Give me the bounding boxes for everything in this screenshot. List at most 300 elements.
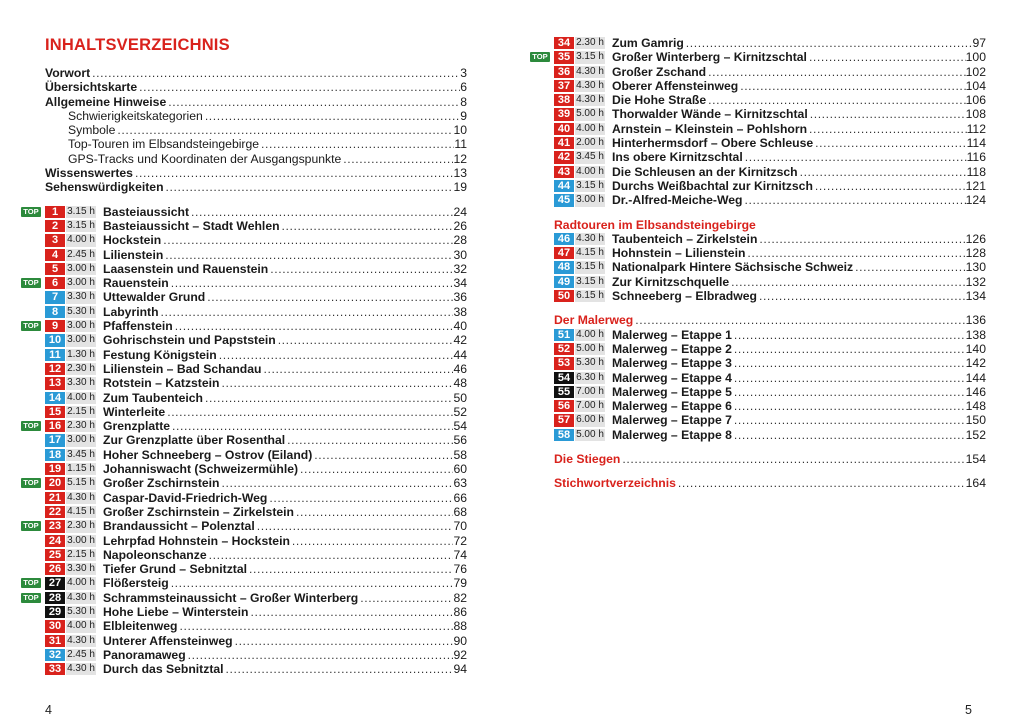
duration-badge: 4.30 h <box>67 663 95 675</box>
leader-dots <box>732 399 966 413</box>
tour-entry[interactable] <box>554 356 986 370</box>
tour-entry[interactable] <box>45 405 467 419</box>
tour-title: Malerweg – Etappe 6 <box>612 399 732 414</box>
leader-dots <box>170 419 453 433</box>
tour-title: Zur Kirnitzschquelle <box>612 274 730 289</box>
tour-title: Rotstein – Katzstein <box>103 376 220 391</box>
front-matter-list <box>45 66 467 195</box>
duration-badge: 4.30 h <box>576 94 604 106</box>
duration-badge: 4.00 h <box>67 577 95 589</box>
tour-entry[interactable] <box>45 634 467 648</box>
leader-dots <box>165 405 453 419</box>
page-ref: 76 <box>453 562 467 577</box>
section-heading-stichwortverzeichnis[interactable] <box>554 476 986 490</box>
page-ref: 38 <box>453 304 467 319</box>
duration-badge: 4.30 h <box>576 232 604 244</box>
duration-badge: 2.00 h <box>576 137 604 149</box>
leader-dots <box>259 137 454 151</box>
leader-dots <box>620 452 965 466</box>
page-ref: 48 <box>453 376 467 391</box>
duration-badge: 3.00 h <box>67 262 95 274</box>
leader-dots <box>732 342 966 356</box>
tour-title: Thorwalder Wände – Kirnitzschtal <box>612 107 808 122</box>
tour-entry[interactable] <box>23 419 467 434</box>
tour-number-badge: 37 <box>554 80 574 92</box>
page-ref: 46 <box>453 361 467 376</box>
tour-title: Großer Winterberg – Kirnitzschtal <box>612 50 807 65</box>
tour-entry[interactable] <box>554 179 986 193</box>
duration-badge: 3.15 h <box>576 275 604 287</box>
duration-badge: 4.00 h <box>67 234 95 246</box>
tour-number-badge: 49 <box>554 276 574 288</box>
leader-dots <box>178 619 454 633</box>
leader-dots <box>280 219 454 233</box>
page-ref: 132 <box>965 274 986 289</box>
page-ref: 140 <box>965 341 986 356</box>
tour-entry[interactable] <box>45 462 467 476</box>
tour-entry[interactable] <box>45 433 467 447</box>
tour-number-badge: 9 <box>45 320 65 332</box>
page-ref: 19 <box>453 180 467 195</box>
tour-title: Ins obere Kirnitzschtal <box>612 150 743 165</box>
top-badge: TOP <box>21 593 41 603</box>
tour-entry[interactable] <box>532 50 986 65</box>
leader-dots <box>341 152 453 166</box>
duration-badge: 7.00 h <box>576 385 604 397</box>
leader-dots <box>745 246 965 260</box>
page-ref: 164 <box>965 476 986 491</box>
duration-badge: 1.15 h <box>67 463 95 475</box>
tour-title: Nationalpark Hintere Sächsische Schweiz <box>612 260 854 275</box>
page-ref: 130 <box>965 260 986 275</box>
toc-entry[interactable] <box>45 152 467 166</box>
tour-entry[interactable] <box>45 333 467 347</box>
tour-entry[interactable] <box>23 276 467 291</box>
tour-number-badge: 41 <box>554 137 574 149</box>
page-ref: 114 <box>966 136 986 151</box>
tour-title: Zum Taubenteich <box>103 390 203 405</box>
duration-badge: 2.30 h <box>67 362 95 374</box>
tour-title: Oberer Affensteinweg <box>612 78 739 93</box>
tour-number-badge: 26 <box>45 563 65 575</box>
page-ref: 152 <box>965 427 986 442</box>
tour-number-badge: 18 <box>45 449 65 461</box>
toc-entry[interactable] <box>45 137 467 151</box>
tour-number-badge: 58 <box>554 429 574 441</box>
duration-badge: 3.00 h <box>67 534 95 546</box>
page-ref: 58 <box>453 447 467 462</box>
tour-number-badge: 5 <box>45 263 65 275</box>
tour-entry[interactable] <box>554 93 986 107</box>
leader-dots <box>757 289 966 303</box>
tour-number-badge: 48 <box>554 261 574 273</box>
tour-entry[interactable] <box>554 371 986 385</box>
tour-title: Festung Königstein <box>103 347 217 362</box>
leader-dots <box>247 562 453 576</box>
duration-badge: 6.30 h <box>576 371 604 383</box>
page-ref: 9 <box>460 108 467 123</box>
duration-badge: 4.00 h <box>67 391 95 403</box>
tour-number-badge: 11 <box>45 349 65 361</box>
page-ref: 94 <box>453 662 467 677</box>
tour-number-badge: 51 <box>554 329 574 341</box>
leader-dots <box>255 519 454 533</box>
tour-entry[interactable] <box>554 428 986 442</box>
page-ref: 72 <box>453 533 467 548</box>
duration-badge: 4.15 h <box>67 505 95 517</box>
page-ref: 100 <box>965 50 986 65</box>
duration-badge: 4.30 h <box>576 79 604 91</box>
tour-entry[interactable] <box>554 136 986 150</box>
page-ref: 52 <box>453 404 467 419</box>
page-ref: 134 <box>965 289 986 304</box>
tour-number-badge: 7 <box>45 291 65 303</box>
tour-title: Flößersteig <box>103 576 169 591</box>
tour-entry[interactable] <box>45 505 467 519</box>
tour-title: Malerweg – Etappe 1 <box>612 327 732 342</box>
tour-number-badge: 39 <box>554 108 574 120</box>
entry-label: Symbole <box>68 123 116 138</box>
duration-badge: 2.45 h <box>67 248 95 260</box>
page-ref: 68 <box>453 504 467 519</box>
duration-badge: 5.00 h <box>576 108 604 120</box>
tour-title: Großer Zschirnstein – Zirkelstein <box>103 504 294 519</box>
tour-entry[interactable] <box>45 648 467 662</box>
tour-entry[interactable] <box>554 122 986 136</box>
duration-badge: 6.15 h <box>576 290 604 302</box>
tour-number-badge: 13 <box>45 377 65 389</box>
tour-list-right-b <box>554 232 986 303</box>
tour-number-badge: 19 <box>45 463 65 475</box>
page-ref: 42 <box>453 333 467 348</box>
tour-entry[interactable] <box>45 290 467 304</box>
tour-title: Schneeberg – Elbradweg <box>612 289 757 304</box>
leader-dots <box>633 313 965 327</box>
tour-list-right-c <box>554 328 986 442</box>
page-ref: 12 <box>453 151 467 166</box>
right-page <box>510 0 1020 727</box>
tour-title: Lilienstein – Bad Schandau <box>103 361 262 376</box>
tour-number-badge: 2 <box>45 220 65 232</box>
tour-title: Malerweg – Etappe 4 <box>612 370 732 385</box>
top-badge: TOP <box>21 278 41 288</box>
leader-dots <box>166 95 460 109</box>
tour-entry[interactable] <box>554 385 986 399</box>
page-ref: 60 <box>453 462 467 477</box>
tour-entry[interactable] <box>23 576 467 591</box>
tour-number-badge: 12 <box>45 363 65 375</box>
tour-number-badge: 45 <box>554 194 574 206</box>
page-ref: 116 <box>966 150 986 165</box>
tour-title: Malerweg – Etappe 2 <box>612 341 732 356</box>
leader-dots <box>732 413 966 427</box>
toc-entry[interactable] <box>45 66 467 80</box>
tour-entry[interactable] <box>23 519 467 534</box>
leader-dots <box>732 428 966 442</box>
tour-title: Rauenstein <box>103 276 169 291</box>
duration-badge: 4.00 h <box>576 165 604 177</box>
page-ref: 86 <box>453 604 467 619</box>
tour-entry[interactable] <box>554 79 986 93</box>
tour-entry[interactable] <box>45 562 467 576</box>
page-ref: 8 <box>460 94 467 109</box>
duration-badge: 4.00 h <box>576 328 604 340</box>
tour-entry[interactable] <box>554 107 986 121</box>
tour-entry[interactable] <box>554 328 986 342</box>
leader-dots <box>808 107 966 121</box>
page-ref: 54 <box>453 419 467 434</box>
duration-badge: 3.15 h <box>576 179 604 191</box>
duration-badge: 4.30 h <box>67 591 95 603</box>
tour-number-badge: 56 <box>554 400 574 412</box>
leader-dots <box>358 591 453 605</box>
top-badge: TOP <box>21 478 41 488</box>
page-ref: 136 <box>965 313 986 328</box>
page-ref: 70 <box>453 519 467 534</box>
tour-title: Malerweg – Etappe 8 <box>612 427 732 442</box>
left-column <box>23 36 467 677</box>
duration-badge: 3.45 h <box>67 448 95 460</box>
section-label: Die Stiegen <box>554 452 621 467</box>
leader-dots <box>219 476 453 490</box>
tour-entry[interactable] <box>554 289 986 303</box>
tour-number-badge: 34 <box>554 37 574 49</box>
page-ref: 126 <box>965 231 986 246</box>
tour-title: Hoher Schneeberg – Ostrov (Eiland) <box>103 447 313 462</box>
leader-dots <box>267 491 453 505</box>
page-ref: 102 <box>965 64 986 79</box>
leader-dots <box>676 476 966 490</box>
tour-number-badge: 33 <box>45 663 65 675</box>
page-ref: 104 <box>965 78 986 93</box>
tour-entry[interactable] <box>554 275 986 289</box>
duration-badge: 3.00 h <box>67 320 95 332</box>
duration-badge: 4.15 h <box>576 247 604 259</box>
leader-dots <box>233 634 454 648</box>
tour-number-badge: 15 <box>45 406 65 418</box>
tour-entry[interactable] <box>45 534 467 548</box>
duration-badge: 5.30 h <box>576 357 604 369</box>
tour-entry[interactable] <box>554 399 986 413</box>
tour-title: Unterer Affensteinweg <box>103 633 233 648</box>
duration-badge: 5.00 h <box>576 342 604 354</box>
section-label: Stichwortverzeichnis <box>554 476 676 491</box>
duration-badge: 7.00 h <box>576 400 604 412</box>
page-ref: 97 <box>972 36 986 50</box>
section-heading-malerweg[interactable] <box>554 313 986 327</box>
tour-title: Die Hohe Straße <box>612 93 707 108</box>
page-ref: 154 <box>965 452 986 467</box>
tour-title: Hohnstein – Lilienstein <box>612 246 746 261</box>
page-ref: 118 <box>966 164 986 179</box>
tour-title: Pfaffenstein <box>103 319 173 334</box>
tour-entry[interactable] <box>45 305 467 319</box>
page-ref: 50 <box>453 390 467 405</box>
tour-entry[interactable] <box>45 491 467 505</box>
page-ref: 88 <box>453 619 467 634</box>
duration-badge: 4.00 h <box>576 122 604 134</box>
leader-dots <box>813 136 966 150</box>
tour-entry[interactable] <box>45 233 467 247</box>
tour-entry[interactable] <box>554 232 986 246</box>
leader-dots <box>294 505 453 519</box>
tour-entry[interactable] <box>45 376 467 390</box>
leader-dots <box>164 180 454 194</box>
tour-title: Malerweg – Etappe 7 <box>612 413 732 428</box>
tour-number-badge: 46 <box>554 233 574 245</box>
leader-dots <box>207 548 454 562</box>
section-label: Der Malerweg <box>554 313 634 328</box>
page-ref: 13 <box>453 166 467 181</box>
page-ref: 121 <box>965 178 986 193</box>
top-badge: TOP <box>530 52 550 62</box>
tour-title: Arnstein – Kleinstein – Pohlshorn <box>612 121 808 136</box>
duration-badge: 3.00 h <box>67 277 95 289</box>
tour-entry[interactable] <box>23 319 467 334</box>
tour-title: Dr.-Alfred-Meiche-Weg <box>612 193 743 208</box>
tour-entry[interactable] <box>45 262 467 276</box>
duration-badge: 4.00 h <box>67 620 95 632</box>
section-heading-stiegen[interactable] <box>554 452 986 466</box>
duration-badge: 5.15 h <box>67 477 95 489</box>
tour-entry[interactable] <box>554 342 986 356</box>
tour-title: Johanniswacht (Schweizermühle) <box>103 462 299 477</box>
toc-entry[interactable] <box>45 80 467 94</box>
top-badge: TOP <box>21 207 41 217</box>
toc-entry[interactable] <box>45 180 467 194</box>
leader-dots <box>706 93 966 107</box>
tour-entry[interactable] <box>45 219 467 233</box>
tour-title: Labyrinth <box>103 304 159 319</box>
leader-dots <box>298 462 453 476</box>
tour-entry[interactable] <box>45 605 467 619</box>
tour-title: Hockstein <box>103 233 162 248</box>
tour-number-badge: 32 <box>45 649 65 661</box>
tour-entry[interactable] <box>23 476 467 491</box>
leader-dots <box>133 166 453 180</box>
tour-number-badge: 30 <box>45 620 65 632</box>
top-badge: TOP <box>21 578 41 588</box>
tour-entry[interactable] <box>554 65 986 79</box>
leader-dots <box>276 333 454 347</box>
top-badge: TOP <box>21 421 41 431</box>
tour-number-badge: 20 <box>45 477 65 489</box>
tour-entry[interactable] <box>45 448 467 462</box>
tour-title: Lehrpfad Hohnstein – Hockstein <box>103 533 290 548</box>
leader-dots <box>186 648 454 662</box>
leader-dots <box>169 276 454 290</box>
leader-dots <box>90 66 460 80</box>
tour-entry[interactable] <box>554 36 986 50</box>
top-badge: TOP <box>21 321 41 331</box>
tour-title: Zur Grenzplatte über Rosenthal <box>103 433 286 448</box>
tour-title: Caspar-David-Friedrich-Weg <box>103 490 268 505</box>
duration-badge: 5.30 h <box>67 305 95 317</box>
leader-dots <box>268 262 453 276</box>
duration-badge: 2.15 h <box>67 405 95 417</box>
tour-title: Schrammsteinaussicht – Großer Winterberg <box>103 590 359 605</box>
tour-number-badge: 40 <box>554 123 574 135</box>
leader-dots <box>732 385 966 399</box>
tour-entry[interactable] <box>45 391 467 405</box>
duration-badge: 3.00 h <box>67 434 95 446</box>
page-ref: 142 <box>965 356 986 371</box>
tour-number-badge: 22 <box>45 506 65 518</box>
page-title: INHALTSVERZEICHNIS <box>45 36 230 54</box>
tour-title: Winterleite <box>103 404 166 419</box>
leader-dots <box>285 433 453 447</box>
duration-badge: 3.15 h <box>67 219 95 231</box>
duration-badge: 3.30 h <box>67 377 95 389</box>
section-heading-radtouren[interactable] <box>554 218 986 232</box>
leader-dots <box>137 80 460 94</box>
tour-entry[interactable] <box>23 204 467 219</box>
toc-entry[interactable] <box>45 123 467 137</box>
page-ref: 148 <box>965 399 986 414</box>
tour-number-badge: 43 <box>554 166 574 178</box>
tour-entry[interactable] <box>45 248 467 262</box>
tour-title: Malerweg – Etappe 5 <box>612 384 732 399</box>
tour-entry[interactable] <box>23 590 467 605</box>
tour-number-badge: 21 <box>45 492 65 504</box>
entry-label: Allgemeine Hinweise <box>45 94 167 109</box>
leader-dots <box>189 205 453 219</box>
toc-entry[interactable] <box>45 166 467 180</box>
page-ref: 79 <box>453 576 467 591</box>
duration-badge: 3.15 h <box>576 51 604 63</box>
tour-entry[interactable] <box>554 260 986 274</box>
duration-badge: 2.15 h <box>67 548 95 560</box>
tour-title: Basteiaussicht – Stadt Wehlen <box>103 218 280 233</box>
tour-entry[interactable] <box>554 413 986 427</box>
duration-badge: 6.00 h <box>576 414 604 426</box>
toc-entry[interactable] <box>45 109 467 123</box>
tour-number-badge: 6 <box>45 277 65 289</box>
duration-badge: 4.30 h <box>67 634 95 646</box>
tour-entry[interactable] <box>45 662 467 676</box>
duration-badge: 5.30 h <box>67 605 95 617</box>
tour-entry[interactable] <box>45 619 467 633</box>
tour-number-badge: 47 <box>554 247 574 259</box>
entry-label: Wissenswertes <box>45 166 133 181</box>
toc-entry[interactable] <box>45 95 467 109</box>
tour-entry[interactable] <box>45 548 467 562</box>
tour-entry[interactable] <box>45 362 467 376</box>
duration-badge: 2.45 h <box>67 648 95 660</box>
tour-entry[interactable] <box>45 348 467 362</box>
tour-title: Laasenstein und Rauenstein <box>103 261 269 276</box>
entry-label: Vorwort <box>45 66 91 80</box>
tour-title: Grenzplatte <box>103 419 171 434</box>
duration-badge: 1.30 h <box>67 348 95 360</box>
tour-number-badge: 44 <box>554 180 574 192</box>
leader-dots <box>813 179 966 193</box>
tour-number-badge: 28 <box>45 592 65 604</box>
duration-badge: 2.30 h <box>67 520 95 532</box>
tour-entry[interactable] <box>554 165 986 179</box>
tour-title: Panoramaweg <box>103 647 186 662</box>
duration-badge: 3.30 h <box>67 291 95 303</box>
tour-entry[interactable] <box>554 246 986 260</box>
tour-entry[interactable] <box>554 150 986 164</box>
right-column <box>532 36 986 491</box>
leader-dots <box>115 123 453 137</box>
page-ref: 32 <box>453 261 467 276</box>
leader-dots <box>290 534 454 548</box>
tour-entry[interactable] <box>554 193 986 207</box>
duration-badge: 5.00 h <box>576 428 604 440</box>
page-ref: 92 <box>453 647 467 662</box>
